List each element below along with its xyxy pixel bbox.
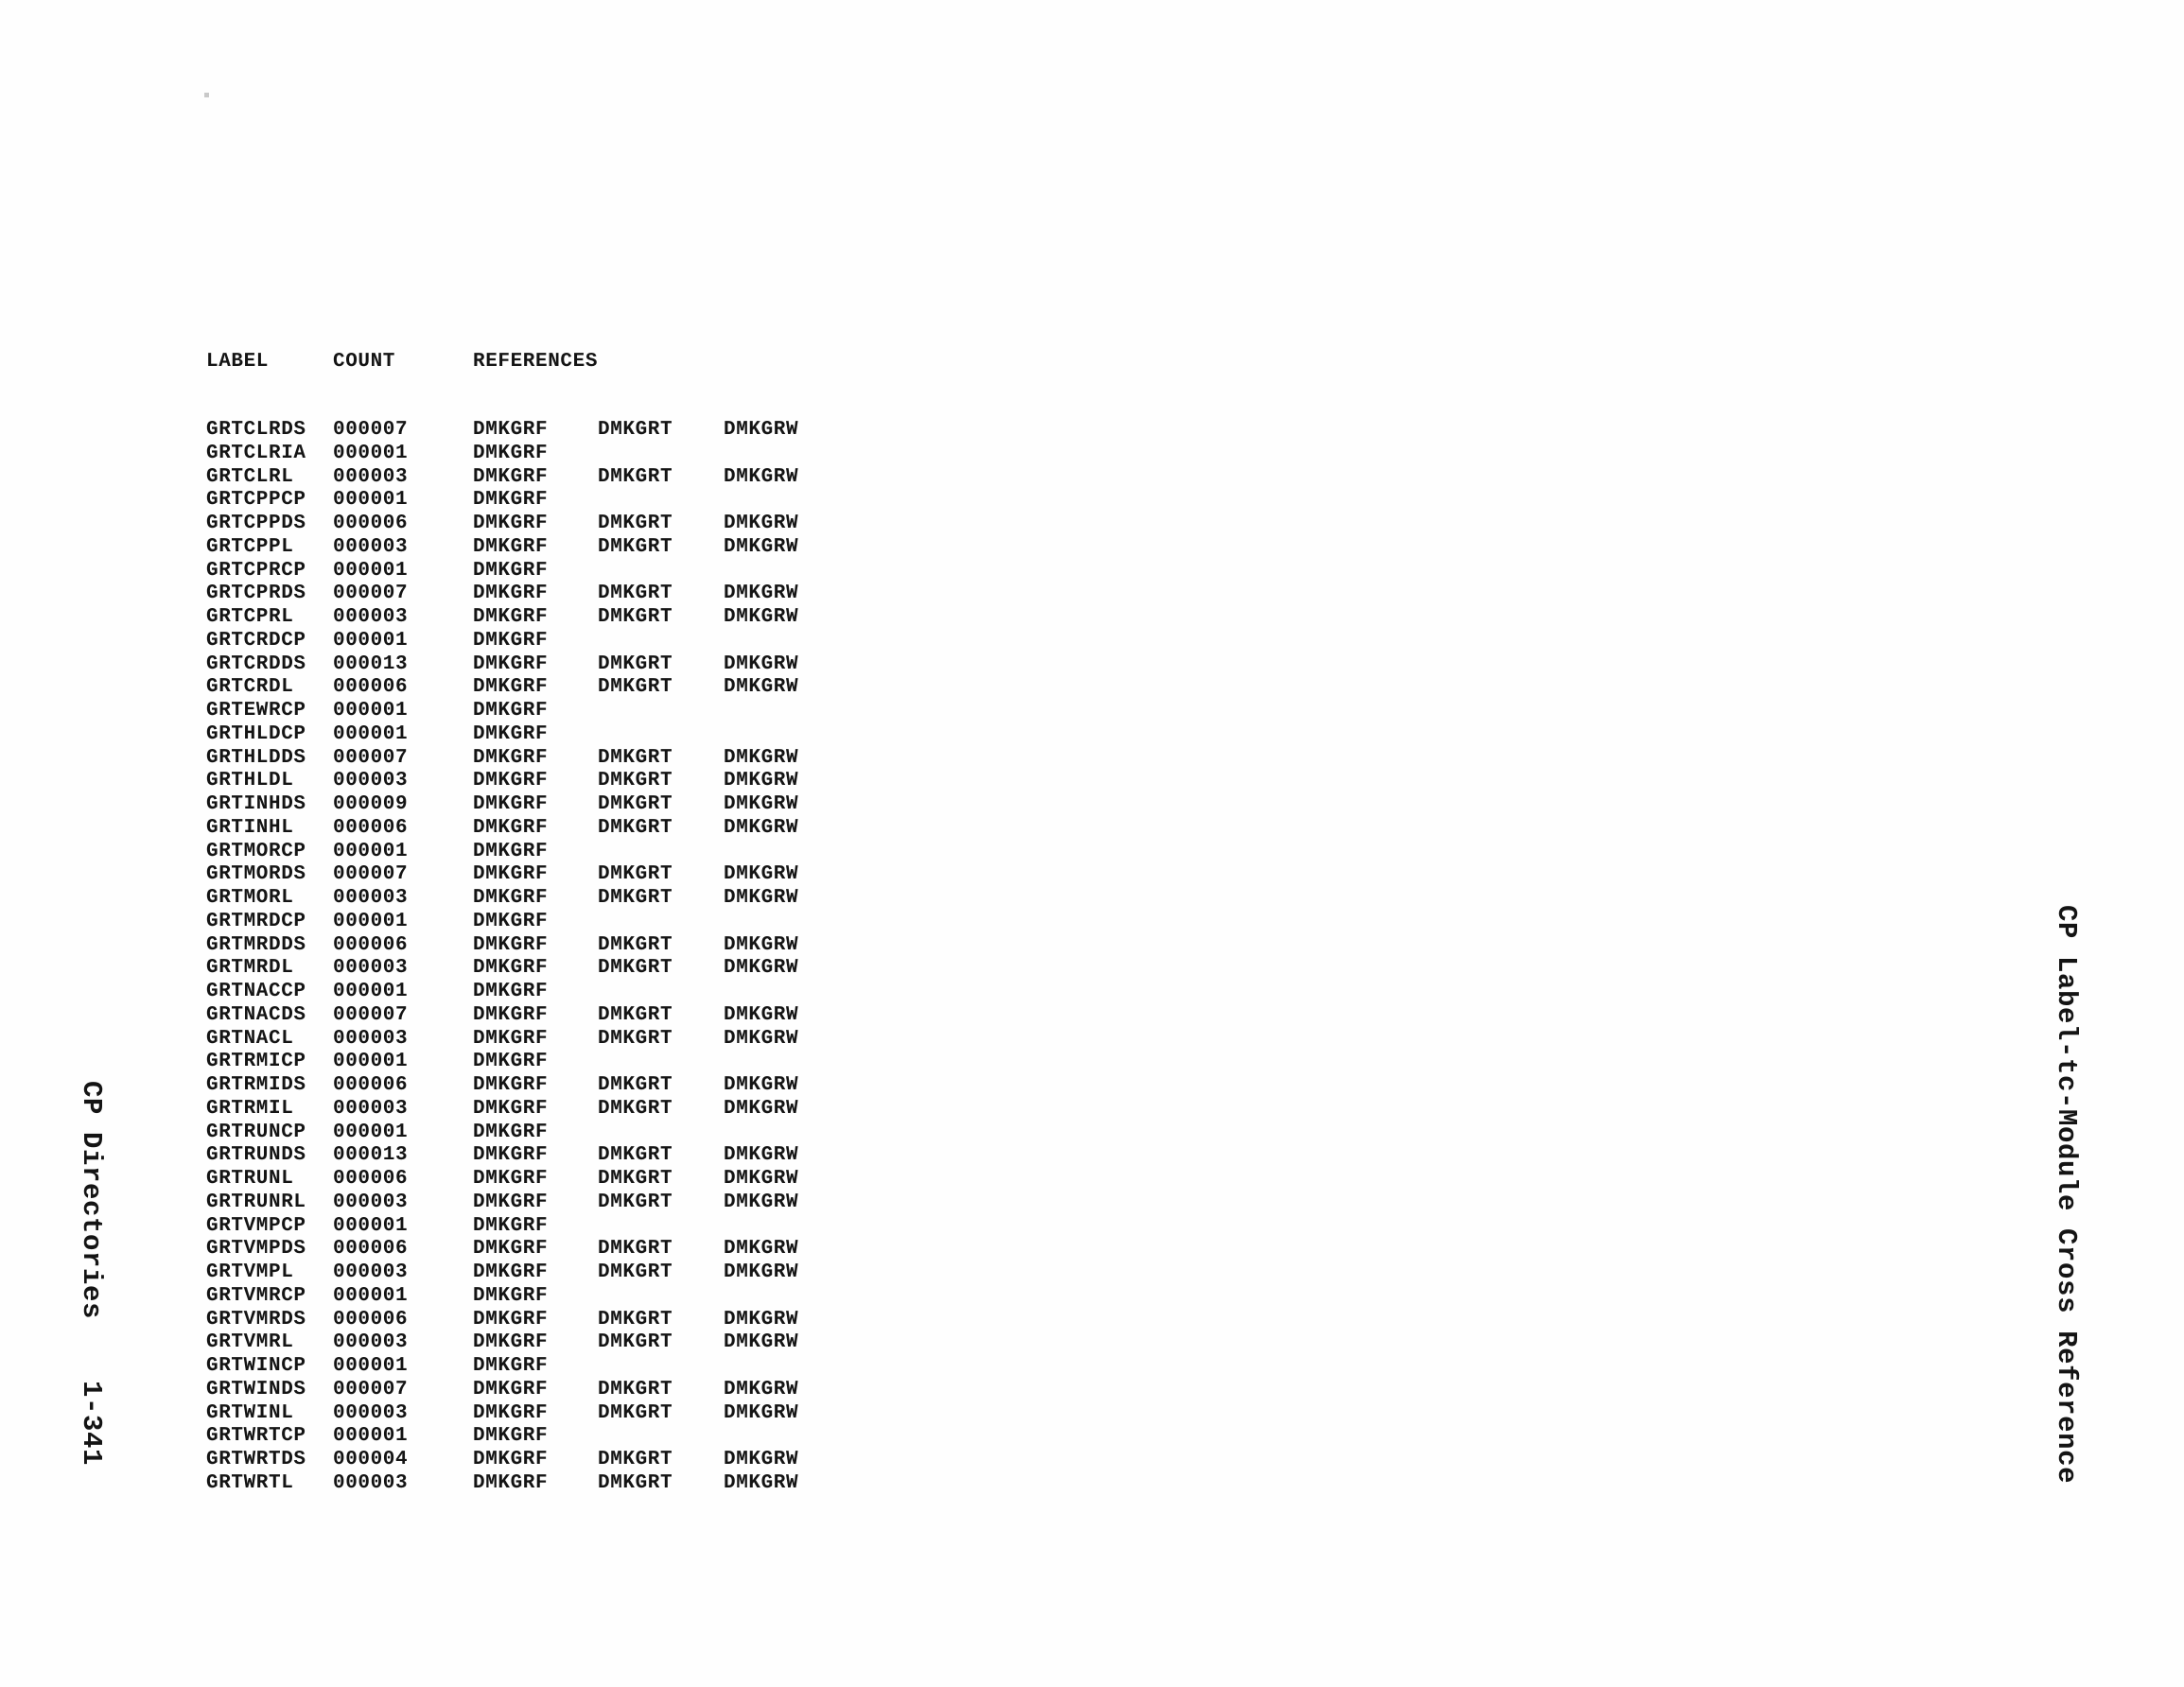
count-cell: 000001 (333, 840, 409, 862)
count-cell: 000006 (333, 1074, 409, 1096)
label-cell: GRTEWRCP (206, 700, 306, 722)
reference-cell: DMKGRF (473, 793, 549, 815)
count-cell: 000003 (333, 1471, 409, 1494)
reference-cell: DMKGRF (473, 910, 549, 932)
reference-cell: DMKGRF (473, 1355, 549, 1377)
table-row (206, 863, 1095, 887)
label-cell: GRTCPPCP (206, 489, 306, 512)
count-cell: 000001 (333, 981, 409, 1002)
scan-artifact-speck (204, 93, 209, 97)
label-cell: GRTMRDDS (206, 933, 306, 956)
reference-cell: DMKGRW (724, 1378, 799, 1400)
reference-cell: DMKGRF (473, 1261, 549, 1283)
reference-cell: DMKGRF (473, 676, 549, 699)
label-cell: GRTVMRDS (206, 1308, 306, 1330)
reference-cell: DMKGRF (473, 840, 549, 862)
label-cell: GRTVMRL (206, 1331, 294, 1354)
count-cell: 000007 (333, 1003, 409, 1026)
count-cell: 000001 (333, 700, 409, 722)
table-row (206, 1004, 1095, 1028)
reference-cell: DMKGRT (598, 1168, 673, 1190)
count-cell: 000003 (333, 1401, 409, 1424)
table-row (206, 1472, 1095, 1496)
table-row (206, 770, 1095, 793)
reference-cell: DMKGRT (598, 1308, 673, 1330)
label-cell: GRTWINL (206, 1401, 294, 1424)
reference-cell: DMKGRF (473, 746, 549, 769)
count-cell: 000006 (333, 1168, 409, 1190)
reference-cell: DMKGRT (598, 1097, 673, 1120)
reference-cell: DMKGRT (598, 1471, 673, 1494)
label-cell: GRTMORDS (206, 863, 306, 886)
count-cell: 000003 (333, 535, 409, 558)
reference-cell: DMKGRT (598, 957, 673, 980)
table-row (206, 1449, 1095, 1472)
label-cell: GRTCLRDS (206, 419, 306, 441)
reference-cell: DMKGRT (598, 933, 673, 956)
left-margin-page-number: 1-341 (76, 1381, 107, 1467)
reference-cell: DMKGRW (724, 1144, 799, 1167)
count-cell: 000003 (333, 887, 409, 909)
reference-cell: DMKGRF (473, 535, 549, 558)
reference-cell: DMKGRT (598, 887, 673, 909)
reference-cell: DMKGRT (598, 419, 673, 441)
count-cell: 000001 (333, 1425, 409, 1448)
reference-cell: DMKGRF (473, 770, 549, 792)
reference-cell: DMKGRF (473, 1425, 549, 1448)
reference-cell: DMKGRT (598, 1238, 673, 1261)
reference-cell: DMKGRF (473, 1027, 549, 1050)
reference-cell: DMKGRF (473, 1003, 549, 1026)
reference-cell: DMKGRF (473, 583, 549, 605)
reference-cell: DMKGRW (724, 1168, 799, 1190)
reference-cell: DMKGRF (473, 700, 549, 722)
count-cell: 000003 (333, 1097, 409, 1120)
count-cell: 000001 (333, 629, 409, 652)
count-cell: 000006 (333, 1308, 409, 1330)
count-cell: 000003 (333, 1331, 409, 1354)
reference-cell: DMKGRW (724, 676, 799, 699)
count-cell: 000001 (333, 1214, 409, 1237)
table-row (206, 606, 1095, 630)
label-cell: GRTCLRL (206, 465, 294, 488)
reference-cell: DMKGRF (473, 465, 549, 488)
reference-cell: DMKGRF (473, 1471, 549, 1494)
table-row (206, 1331, 1095, 1355)
table-row (206, 1098, 1095, 1122)
table-row (206, 419, 1095, 443)
reference-cell: DMKGRF (473, 1168, 549, 1190)
reference-cell: DMKGRW (724, 1074, 799, 1096)
table-row (206, 1028, 1095, 1052)
label-cell: GRTCRDDS (206, 652, 306, 675)
count-cell: 000001 (333, 1284, 409, 1307)
reference-cell: DMKGRW (724, 1449, 799, 1470)
reference-cell: DMKGRF (473, 1401, 549, 1424)
reference-cell: DMKGRT (598, 513, 673, 534)
count-cell: 000013 (333, 652, 409, 675)
count-cell: 000003 (333, 1191, 409, 1213)
reference-cell: DMKGRW (724, 465, 799, 488)
table-row (206, 560, 1095, 583)
label-cell: GRTMORCP (206, 840, 306, 862)
label-cell: GRTRUNL (206, 1168, 294, 1190)
table-row (206, 1379, 1095, 1402)
reference-cell: DMKGRW (724, 887, 799, 909)
count-cell: 000001 (333, 1355, 409, 1377)
label-cell: GRTCLRIA (206, 442, 306, 464)
count-cell: 000003 (333, 606, 409, 628)
reference-cell: DMKGRT (598, 1074, 673, 1096)
count-cell: 000003 (333, 770, 409, 792)
reference-cell: DMKGRF (473, 652, 549, 675)
table-row (206, 723, 1095, 747)
table-row (206, 1261, 1095, 1285)
reference-cell: DMKGRW (724, 1401, 799, 1424)
reference-cell: DMKGRW (724, 1331, 799, 1354)
reference-cell: DMKGRT (598, 1401, 673, 1424)
reference-cell: DMKGRW (724, 793, 799, 815)
reference-cell: DMKGRW (724, 1308, 799, 1330)
reference-cell: DMKGRF (473, 513, 549, 534)
reference-cell: DMKGRF (473, 419, 549, 441)
label-cell: GRTCPRDS (206, 583, 306, 605)
table-row (206, 817, 1095, 841)
reference-cell: DMKGRW (724, 957, 799, 980)
reference-cell: DMKGRF (473, 606, 549, 628)
table-row (206, 1074, 1095, 1098)
table-row (206, 981, 1095, 1004)
reference-cell: DMKGRW (724, 1471, 799, 1494)
table-row (206, 1215, 1095, 1239)
table-row (206, 536, 1095, 560)
label-cell: GRTCPPDS (206, 513, 306, 534)
label-cell: GRTVMRCP (206, 1284, 306, 1307)
label-cell: GRTCPRCP (206, 559, 306, 582)
table-row (206, 1402, 1095, 1426)
label-cell: GRTMRDL (206, 957, 294, 980)
table-row (206, 676, 1095, 700)
count-cell: 000001 (333, 1121, 409, 1143)
reference-cell: DMKGRF (473, 1214, 549, 1237)
label-cell: GRTINHDS (206, 793, 306, 815)
table-row (206, 1144, 1095, 1168)
table-row (206, 1238, 1095, 1261)
reference-cell: DMKGRT (598, 1027, 673, 1050)
label-cell: GRTNACDS (206, 1003, 306, 1026)
reference-cell: DMKGRF (473, 1449, 549, 1470)
reference-cell: DMKGRT (598, 863, 673, 886)
label-cell: GRTVMPCP (206, 1214, 306, 1237)
count-cell: 000001 (333, 489, 409, 512)
reference-cell: DMKGRF (473, 933, 549, 956)
reference-cell: DMKGRF (473, 1191, 549, 1213)
label-cell: GRTNACL (206, 1027, 294, 1050)
reference-cell: DMKGRF (473, 981, 549, 1002)
count-cell: 000003 (333, 957, 409, 980)
label-cell: GRTHLDL (206, 770, 294, 792)
label-cell: GRTRUNDS (206, 1144, 306, 1167)
label-cell: GRTCPRL (206, 606, 294, 628)
table-row (206, 1122, 1095, 1145)
reference-cell: DMKGRT (598, 1331, 673, 1354)
column-header-references: REFERENCES (473, 351, 599, 373)
reference-cell: DMKGRT (598, 1378, 673, 1400)
label-cell: GRTRUNCP (206, 1121, 306, 1143)
table-row (206, 583, 1095, 606)
count-cell: 000001 (333, 442, 409, 464)
table-row (206, 747, 1095, 771)
table-row (206, 466, 1095, 490)
table-row (206, 887, 1095, 911)
label-cell: GRTWINDS (206, 1378, 306, 1400)
reference-cell: DMKGRT (598, 1003, 673, 1026)
reference-cell: DMKGRT (598, 1191, 673, 1213)
reference-cell: DMKGRF (473, 1284, 549, 1307)
count-cell: 000007 (333, 583, 409, 605)
table-rows (206, 419, 1095, 1496)
reference-cell: DMKGRF (473, 1097, 549, 1120)
table-row (206, 443, 1095, 466)
count-cell: 000001 (333, 559, 409, 582)
reference-cell: DMKGRW (724, 419, 799, 441)
left-margin-section-title: CP Directories (76, 1081, 107, 1320)
count-cell: 000003 (333, 1261, 409, 1283)
column-header-count: COUNT (333, 351, 396, 373)
reference-cell: DMKGRT (598, 652, 673, 675)
reference-cell: DMKGRF (473, 1144, 549, 1167)
count-cell: 000001 (333, 1051, 409, 1073)
label-cell: GRTMRDCP (206, 910, 306, 932)
reference-cell: DMKGRT (598, 1261, 673, 1283)
reference-cell: DMKGRF (473, 722, 549, 745)
label-cell: GRTWRTL (206, 1471, 294, 1494)
label-cell: GRTCRDL (206, 676, 294, 699)
table-row (206, 1191, 1095, 1215)
right-margin-caption: CP Label-tc-Module Cross Reference (2051, 905, 2082, 1485)
reference-cell: DMKGRW (724, 863, 799, 886)
count-cell: 000001 (333, 722, 409, 745)
reference-cell: DMKGRF (473, 1238, 549, 1261)
label-cell: GRTRMIL (206, 1097, 294, 1120)
reference-cell: DMKGRF (473, 887, 549, 909)
label-cell: GRTCRDCP (206, 629, 306, 652)
reference-cell: DMKGRF (473, 442, 549, 464)
label-cell: GRTINHL (206, 816, 294, 839)
reference-cell: DMKGRF (473, 863, 549, 886)
reference-cell: DMKGRF (473, 489, 549, 512)
reference-cell: DMKGRW (724, 535, 799, 558)
count-cell: 000009 (333, 793, 409, 815)
reference-cell: DMKGRW (724, 1097, 799, 1120)
table-row (206, 1168, 1095, 1191)
count-cell: 000006 (333, 933, 409, 956)
table-row (206, 489, 1095, 513)
reference-cell: DMKGRT (598, 1144, 673, 1167)
count-cell: 000006 (333, 513, 409, 534)
reference-cell: DMKGRT (598, 606, 673, 628)
reference-cell: DMKGRT (598, 816, 673, 839)
reference-cell: DMKGRT (598, 1449, 673, 1470)
reference-cell: DMKGRT (598, 535, 673, 558)
table-row (206, 1285, 1095, 1309)
label-cell: GRTNACCP (206, 981, 306, 1002)
reference-cell: DMKGRW (724, 1003, 799, 1026)
reference-cell: DMKGRW (724, 1027, 799, 1050)
column-header-label: LABEL (206, 351, 270, 373)
reference-cell: DMKGRF (473, 629, 549, 652)
label-cell: GRTHLDCP (206, 722, 306, 745)
table-row (206, 1051, 1095, 1074)
table-row (206, 653, 1095, 677)
reference-cell: DMKGRT (598, 770, 673, 792)
count-cell: 000004 (333, 1449, 409, 1470)
reference-cell: DMKGRW (724, 513, 799, 534)
table-row (206, 1425, 1095, 1449)
table-row (206, 513, 1095, 536)
count-cell: 000007 (333, 746, 409, 769)
reference-cell: DMKGRW (724, 746, 799, 769)
reference-cell: DMKGRW (724, 606, 799, 628)
count-cell: 000006 (333, 676, 409, 699)
table-row (206, 911, 1095, 934)
table-row (206, 841, 1095, 864)
label-cell: GRTCPPL (206, 535, 294, 558)
label-cell: GRTWINCP (206, 1355, 306, 1377)
reference-cell: DMKGRW (724, 652, 799, 675)
count-cell: 000007 (333, 419, 409, 441)
label-cell: GRTMORL (206, 887, 294, 909)
count-cell: 000003 (333, 465, 409, 488)
reference-cell: DMKGRF (473, 1378, 549, 1400)
label-cell: GRTVMPL (206, 1261, 294, 1283)
table-row (206, 630, 1095, 653)
reference-cell: DMKGRF (473, 1308, 549, 1330)
label-cell: GRTRUNRL (206, 1191, 306, 1213)
table-row (206, 1355, 1095, 1379)
label-cell: GRTVMPDS (206, 1238, 306, 1261)
label-cell: GRTHLDDS (206, 746, 306, 769)
reference-cell: DMKGRF (473, 957, 549, 980)
reference-cell: DMKGRT (598, 676, 673, 699)
table-row (206, 700, 1095, 723)
count-cell: 000007 (333, 863, 409, 886)
reference-cell: DMKGRF (473, 1074, 549, 1096)
reference-cell: DMKGRF (473, 1121, 549, 1143)
table-row (206, 1309, 1095, 1332)
label-cell: GRTRMIDS (206, 1074, 306, 1096)
reference-cell: DMKGRF (473, 1051, 549, 1073)
count-cell: 000007 (333, 1378, 409, 1400)
reference-cell: DMKGRW (724, 816, 799, 839)
reference-cell: DMKGRT (598, 465, 673, 488)
table-row (206, 793, 1095, 817)
label-cell: GRTWRTCP (206, 1425, 306, 1448)
count-cell: 000013 (333, 1144, 409, 1167)
label-cell: GRTRMICP (206, 1051, 306, 1073)
count-cell: 000006 (333, 816, 409, 839)
reference-cell: DMKGRW (724, 1191, 799, 1213)
reference-cell: DMKGRW (724, 1261, 799, 1283)
reference-cell: DMKGRT (598, 793, 673, 815)
reference-cell: DMKGRF (473, 1331, 549, 1354)
reference-cell: DMKGRW (724, 770, 799, 792)
reference-cell: DMKGRT (598, 746, 673, 769)
reference-cell: DMKGRF (473, 816, 549, 839)
count-cell: 000003 (333, 1027, 409, 1050)
reference-cell: DMKGRW (724, 1238, 799, 1261)
count-cell: 000006 (333, 1238, 409, 1261)
reference-cell: DMKGRW (724, 583, 799, 605)
count-cell: 000001 (333, 910, 409, 932)
reference-cell: DMKGRW (724, 933, 799, 956)
reference-cell: DMKGRT (598, 583, 673, 605)
table-row (206, 957, 1095, 981)
table-header-row (206, 351, 1095, 374)
reference-cell: DMKGRF (473, 559, 549, 582)
table-row (206, 934, 1095, 958)
label-cell: GRTWRTDS (206, 1449, 306, 1470)
